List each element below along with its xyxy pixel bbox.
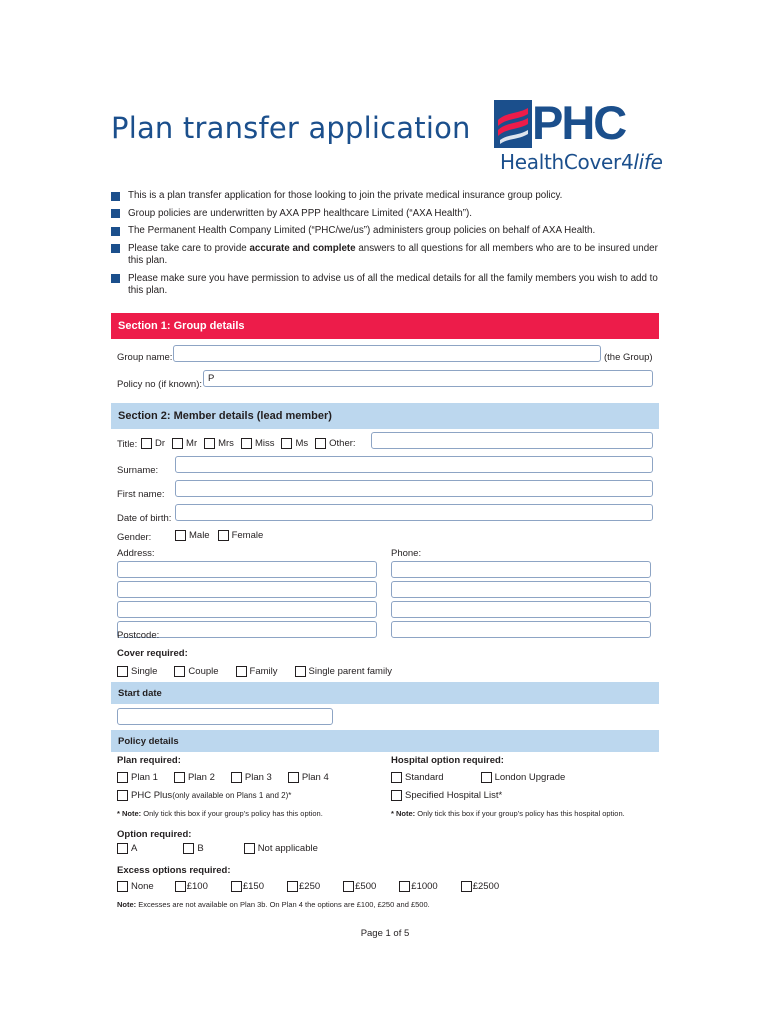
dob-label: Date of birth:	[117, 513, 172, 524]
first-name-input[interactable]	[175, 480, 653, 497]
group-name-label: Group name:	[117, 352, 173, 363]
title-ms-checkbox[interactable]	[281, 438, 292, 449]
title-other-checkbox[interactable]	[315, 438, 326, 449]
excess-1000-checkbox[interactable]	[399, 881, 410, 892]
excess-100-checkbox[interactable]	[175, 881, 186, 892]
section1-header: Section 1: Group details	[111, 313, 659, 339]
phc-logo	[494, 98, 662, 176]
gender-options: Male Female	[175, 530, 263, 541]
hospital-note: * Note: Only tick this box if your group’s policy has this hospital option.	[391, 809, 625, 818]
phone-line-1[interactable]	[391, 561, 651, 578]
excess-options: None £100 £150 £250 £500 £1000 £2500	[117, 881, 499, 892]
title-miss-checkbox[interactable]	[241, 438, 252, 449]
cover-family-checkbox[interactable]	[236, 666, 247, 677]
title-mrs-checkbox[interactable]	[204, 438, 215, 449]
hospital-options: Standard London Upgrade	[391, 772, 565, 783]
surname-input[interactable]	[175, 456, 653, 473]
cover-couple-checkbox[interactable]	[174, 666, 185, 677]
option-required-label: Option required:	[117, 829, 192, 840]
plan-options: Plan 1 Plan 2 Plan 3 Plan 4	[117, 772, 329, 783]
cover-options: Single Couple Family Single parent family	[117, 666, 392, 677]
bullet-item: The Permanent Health Company Limited (“PHC/we/us”) administers group policies on behalf of AXA Health.	[111, 225, 659, 238]
option-na-checkbox[interactable]	[244, 843, 255, 854]
policy-no-label: Policy no (if known):	[117, 379, 203, 390]
title-options: Dr Mr Mrs Miss Ms Other:	[141, 438, 356, 449]
dob-input[interactable]	[175, 504, 653, 521]
phc-plus-row: PHC Plus (only available on Plans 1 and 2)*	[117, 790, 291, 801]
start-date-input[interactable]	[117, 708, 333, 725]
gender-label: Gender:	[117, 532, 152, 543]
hospital-standard-checkbox[interactable]	[391, 772, 402, 783]
phone-label: Phone:	[391, 548, 422, 559]
title-other-input[interactable]	[371, 432, 653, 449]
policy-details-header: Policy details	[111, 730, 659, 752]
phone-line-4[interactable]	[391, 621, 651, 638]
title-dr-checkbox[interactable]	[141, 438, 152, 449]
excess-250-checkbox[interactable]	[287, 881, 298, 892]
shield-icon	[494, 100, 532, 148]
title-label: Title:	[117, 439, 138, 450]
hospital-london-upgrade-checkbox[interactable]	[481, 772, 492, 783]
phc-plus-checkbox[interactable]	[117, 790, 128, 801]
option-options: A B Not applicable	[117, 843, 318, 854]
start-date-header: Start date	[111, 682, 659, 704]
policy-no-value: P	[208, 373, 215, 384]
address-line-2[interactable]	[117, 581, 377, 598]
address-line-1[interactable]	[117, 561, 377, 578]
excess-150-checkbox[interactable]	[231, 881, 242, 892]
bullet-item: Please make sure you have permission to advise us of all the medical details for all the family members you wish to add to this plan.	[111, 273, 659, 298]
option-b-checkbox[interactable]	[183, 843, 194, 854]
plan-1-checkbox[interactable]	[117, 772, 128, 783]
phone-line-3[interactable]	[391, 601, 651, 618]
excess-none-checkbox[interactable]	[117, 881, 128, 892]
group-name-input[interactable]	[173, 345, 601, 362]
phone-line-2[interactable]	[391, 581, 651, 598]
title-mr-checkbox[interactable]	[172, 438, 183, 449]
option-a-checkbox[interactable]	[117, 843, 128, 854]
group-suffix: (the Group)	[604, 352, 653, 363]
bullet-item: This is a plan transfer application for those looking to join the private medical insurance group policy.	[111, 190, 659, 203]
cover-single-checkbox[interactable]	[117, 666, 128, 677]
policy-no-input[interactable]	[203, 370, 653, 387]
first-name-label: First name:	[117, 489, 165, 500]
excess-2500-checkbox[interactable]	[461, 881, 472, 892]
specified-hospital-list-checkbox[interactable]	[391, 790, 402, 801]
cover-single-parent-checkbox[interactable]	[295, 666, 306, 677]
plan-2-checkbox[interactable]	[174, 772, 185, 783]
excess-label: Excess options required:	[117, 865, 231, 876]
excess-note: Note: Excesses are not available on Plan 3b. On Plan 4 the options are £100, £250 and £500.	[117, 900, 430, 909]
page-title: Plan transfer application	[111, 111, 471, 145]
hospital-option-label: Hospital option required:	[391, 755, 504, 766]
cover-label: Cover required:	[117, 648, 188, 659]
bullet-item: Please take care to provide accurate and complete answers to all questions for all members who are to be insured under this plan.	[111, 243, 659, 268]
plan-4-checkbox[interactable]	[288, 772, 299, 783]
gender-female-checkbox[interactable]	[218, 530, 229, 541]
plan-note: * Note: Only tick this box if your group’s policy has this option.	[117, 809, 323, 818]
page-number: Page 1 of 5	[360, 928, 410, 939]
excess-500-checkbox[interactable]	[343, 881, 354, 892]
logo-tagline: HealthCover4life	[500, 150, 663, 174]
surname-label: Surname:	[117, 465, 159, 476]
intro-bullets	[111, 190, 659, 303]
address-label: Address:	[117, 548, 155, 559]
bullet-item: Group policies are underwritten by AXA PPP healthcare Limited (“AXA Health”).	[111, 208, 659, 221]
specified-list-row: Specified Hospital List*	[391, 790, 502, 801]
address-line-3[interactable]	[117, 601, 377, 618]
logo-brand: PHC	[532, 96, 626, 149]
gender-male-checkbox[interactable]	[175, 530, 186, 541]
section2-header: Section 2: Member details (lead member)	[111, 403, 659, 429]
plan-required-label: Plan required:	[117, 755, 181, 766]
postcode-label: Postcode:	[117, 630, 160, 641]
plan-3-checkbox[interactable]	[231, 772, 242, 783]
